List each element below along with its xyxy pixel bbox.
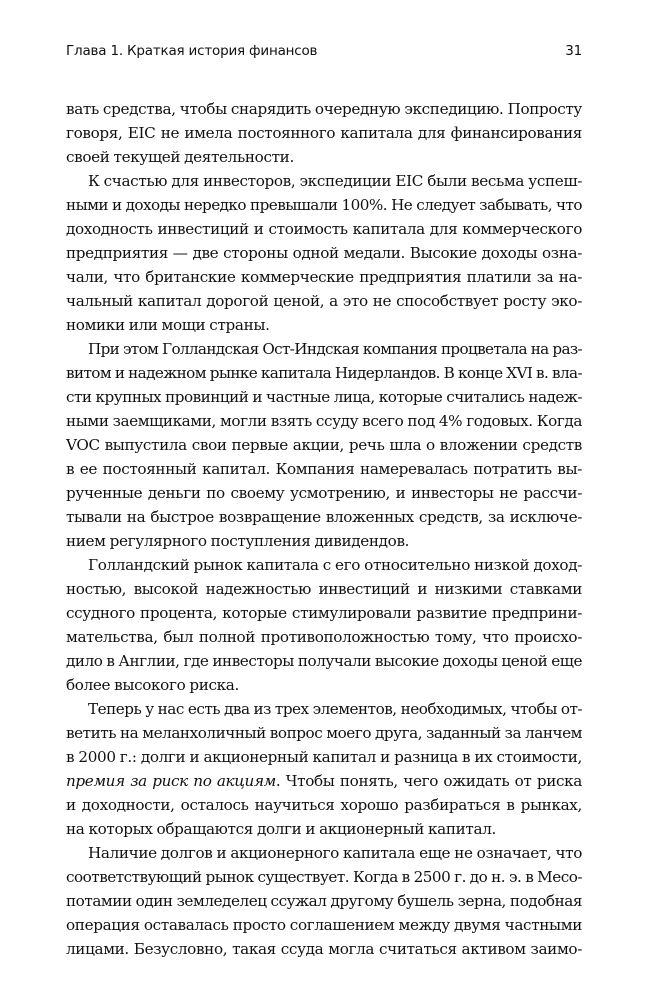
text-line: предприятия — две стороны одной медали. Высокие доходы озна- (66, 244, 582, 262)
text-line: ными и доходы нередко превышали 100%. Не следует забывать, что (66, 196, 582, 214)
text-line: лицами. Безусловно, такая ссуда могла считаться активом заимо- (66, 940, 582, 958)
text-line: Наличие долгов и акционерного капитала еще не означает, что (88, 844, 582, 862)
text-line: вать средства, чтобы снарядить очередную экспедицию. Попросту (66, 100, 582, 118)
text-line: ностью, высокой надежностью инвестиций и низкими ставками (66, 580, 582, 598)
text-line: рученные деньги по своему усмотрению, и инвесторы не рассчи- (66, 484, 582, 502)
text-line: доходность инвестиций и стоимость капитала для коммерческого (66, 220, 582, 238)
text-line: При этом Голландская Ост-Индская компания процветала на раз- (88, 340, 582, 358)
text-line: К счастью для инвесторов, экспедиции EIC были весьма успеш- (88, 172, 582, 190)
text-line: VOC выпустила свои первые акции, речь шла о вложении средств (66, 436, 582, 454)
text-line: ными заемщиками, могли взять ссуду всего под 4% годовых. Когда (66, 412, 582, 430)
text-line: номики или мощи страны. (66, 316, 270, 334)
text-line: ссудного процента, которые стимулировали развитие предприни- (66, 604, 582, 622)
italic-term: премия за риск по акциям (66, 772, 276, 790)
text-line: Голландский рынок капитала с его относительно низкой доход- (88, 556, 582, 574)
text-line: Теперь у нас есть два из трех элементов, необходимых, чтобы от- (88, 700, 582, 718)
text-line: мательства, был полной противоположностью тому, что происхо- (66, 628, 582, 646)
text-line: соответствующий рынок существует. Когда в 2500 г. до н. э. в Месо- (66, 868, 582, 886)
chapter-title: Глава 1. Краткая история финансов (66, 43, 318, 59)
text-line: говоря, EIC не имела постоянного капитала для финансирования (66, 124, 582, 142)
text-line: операция оставалась просто соглашением между двумя частными (66, 916, 582, 934)
text-line: на которых обращаются долги и акционерный капитал. (66, 820, 496, 838)
text-line: в 2000 г.: долги и акционерный капитал и разница в их стоимости, (66, 748, 582, 766)
text-line: ветить на меланхоличный вопрос моего друга, заданный за ланчем (66, 724, 582, 742)
text-line: чальный капитал дорогой ценой, а это не способствует росту эко- (66, 292, 582, 310)
text-line: нием регулярного поступления дивидендов. (66, 532, 410, 550)
text-line: тывали на быстрое возвращение вложенных средств, за исключе- (66, 508, 582, 526)
text-line: в ее постоянный капитал. Компания намеревалась потратить вы- (66, 460, 582, 478)
text-line: дило в Англии, где инвесторы получали высокие доходы ценой еще (66, 652, 582, 670)
page-number: 31 (565, 43, 582, 59)
text-line (66, 769, 582, 793)
text-line: витом и надежном рынке капитала Нидерландов. В конце XVI в. вла- (66, 364, 582, 382)
text-line-rest: . Чтобы понять, чего ожидать от риска (275, 772, 582, 790)
body-text (66, 97, 582, 961)
text-line: чали, что британские коммерческие предприятия платили за на- (66, 268, 582, 286)
text-line: потамии один земледелец ссужал другому бушель зерна, подобная (66, 892, 582, 910)
text-line: сти крупных провинций и частные лица, которые считались надеж- (66, 388, 582, 406)
text-line: своей текущей деятельности. (66, 148, 294, 166)
text-line: и доходности, осталось научиться хорошо разбираться в рынках, (66, 796, 582, 814)
text-line: более высокого риска. (66, 676, 239, 694)
running-header (66, 43, 582, 65)
